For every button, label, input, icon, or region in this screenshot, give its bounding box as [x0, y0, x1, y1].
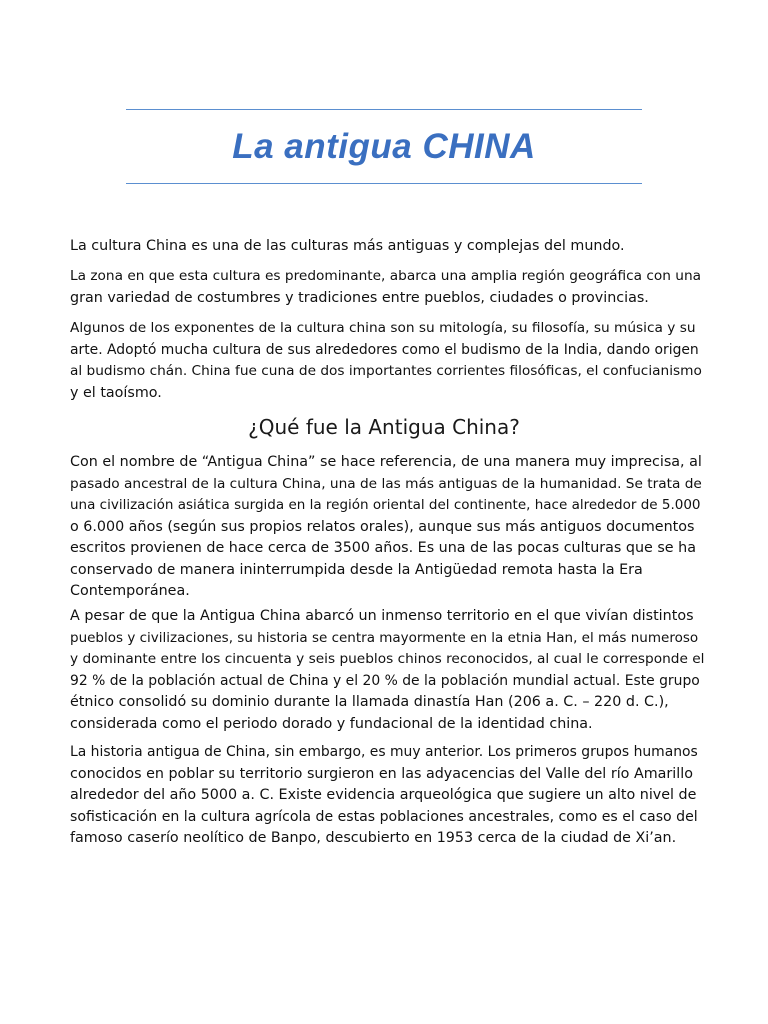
section-paragraph-2 — [70, 606, 704, 735]
text-line: gran variedad de costumbres y tradiciones entre pueblos, ciudades o provincias. — [70, 289, 649, 306]
text-line: o 6.000 años (según sus propios relatos orales), aunque sus más antiguos documentos — [70, 518, 695, 535]
text-line: conservado de manera ininterrumpida desde la Antigüedad remota hasta la Era — [70, 561, 643, 578]
intro-paragraph-1 — [70, 236, 704, 258]
text-line: sofisticación en la cultura agrícola de estas poblaciones ancestrales, como es el caso del — [70, 808, 698, 825]
text-line: al budismo chán. China fue cuna de dos importantes corrientes filosóficas, el confucianismo — [70, 363, 702, 379]
text-line: A pesar de que la Antigua China abarcó un inmenso territorio en el que vivían distintos — [70, 608, 694, 624]
intro-paragraph-2 — [70, 266, 704, 309]
text-line: una civilización asiática surgida en la región oriental del continente, hace alrededor de 5.000 — [70, 497, 701, 513]
text-line: famoso caserío neolítico de Banpo, descubierto en 1953 cerca de la ciudad de Xi’an. — [70, 830, 677, 846]
text-line: La historia antigua de China, sin embargo, es muy anterior. Los primeros grupos humanos — [70, 744, 698, 760]
text-line: Con el nombre de “Antigua China” se hace referencia, de una manera muy imprecisa, al — [70, 454, 702, 470]
intro-paragraph-3 — [70, 318, 704, 404]
text-line: étnico consolidó su dominio durante la llamada dinastía Han (206 a. C. – 220 d. C.), — [70, 694, 669, 710]
text-line: pueblos y civilizaciones, su historia se centra mayormente en la etnia Han, el más numeroso — [70, 629, 699, 646]
text-line: pasado ancestral de la cultura China, una de las más antiguas de la humanidad. Se trata de — [70, 475, 702, 492]
text-line: Contemporánea. — [70, 583, 190, 599]
text-line: 92 % de la población actual de China y el 20 % de la población mundial actual. Este grupo — [70, 672, 700, 689]
text-line: y dominante entre los cincuenta y seis pueblos chinos reconocidos, al cual le corresponde el — [70, 651, 705, 667]
text-line: La cultura China es una de las culturas más antiguas y complejas del mundo. — [70, 238, 625, 254]
text-line: escritos provienen de hace cerca de 3500 años. Es una de las pocas culturas que se ha — [70, 540, 696, 556]
page-title: La antigua CHINA — [232, 127, 536, 166]
text-line: considerada como el periodo dorado y fundacional de la identidad china. — [70, 715, 593, 732]
title-bottom-rule — [126, 183, 642, 184]
section-paragraph-3 — [70, 742, 704, 850]
text-line: y el taoísmo. — [70, 384, 162, 401]
text-line: arte. Adoptó mucha cultura de sus alrededores como el budismo de la India, dando origen — [70, 341, 699, 358]
title-top-rule — [126, 109, 642, 110]
section-heading: ¿Qué fue la Antigua China? — [248, 415, 520, 439]
text-line: conocidos en poblar su territorio surgieron en las adyacencias del Valle del río Amarillo — [70, 765, 693, 782]
text-line: alrededor del año 5000 a. C. Existe evidencia arqueológica que sugiere un alto nivel de — [70, 787, 697, 803]
text-line: Algunos de los exponentes de la cultura china son su mitología, su filosofía, su música y su — [70, 320, 696, 336]
section-paragraph-1 — [70, 452, 704, 603]
text-line: La zona en que esta cultura es predominante, abarca una amplia región geográfica con una — [70, 268, 702, 284]
